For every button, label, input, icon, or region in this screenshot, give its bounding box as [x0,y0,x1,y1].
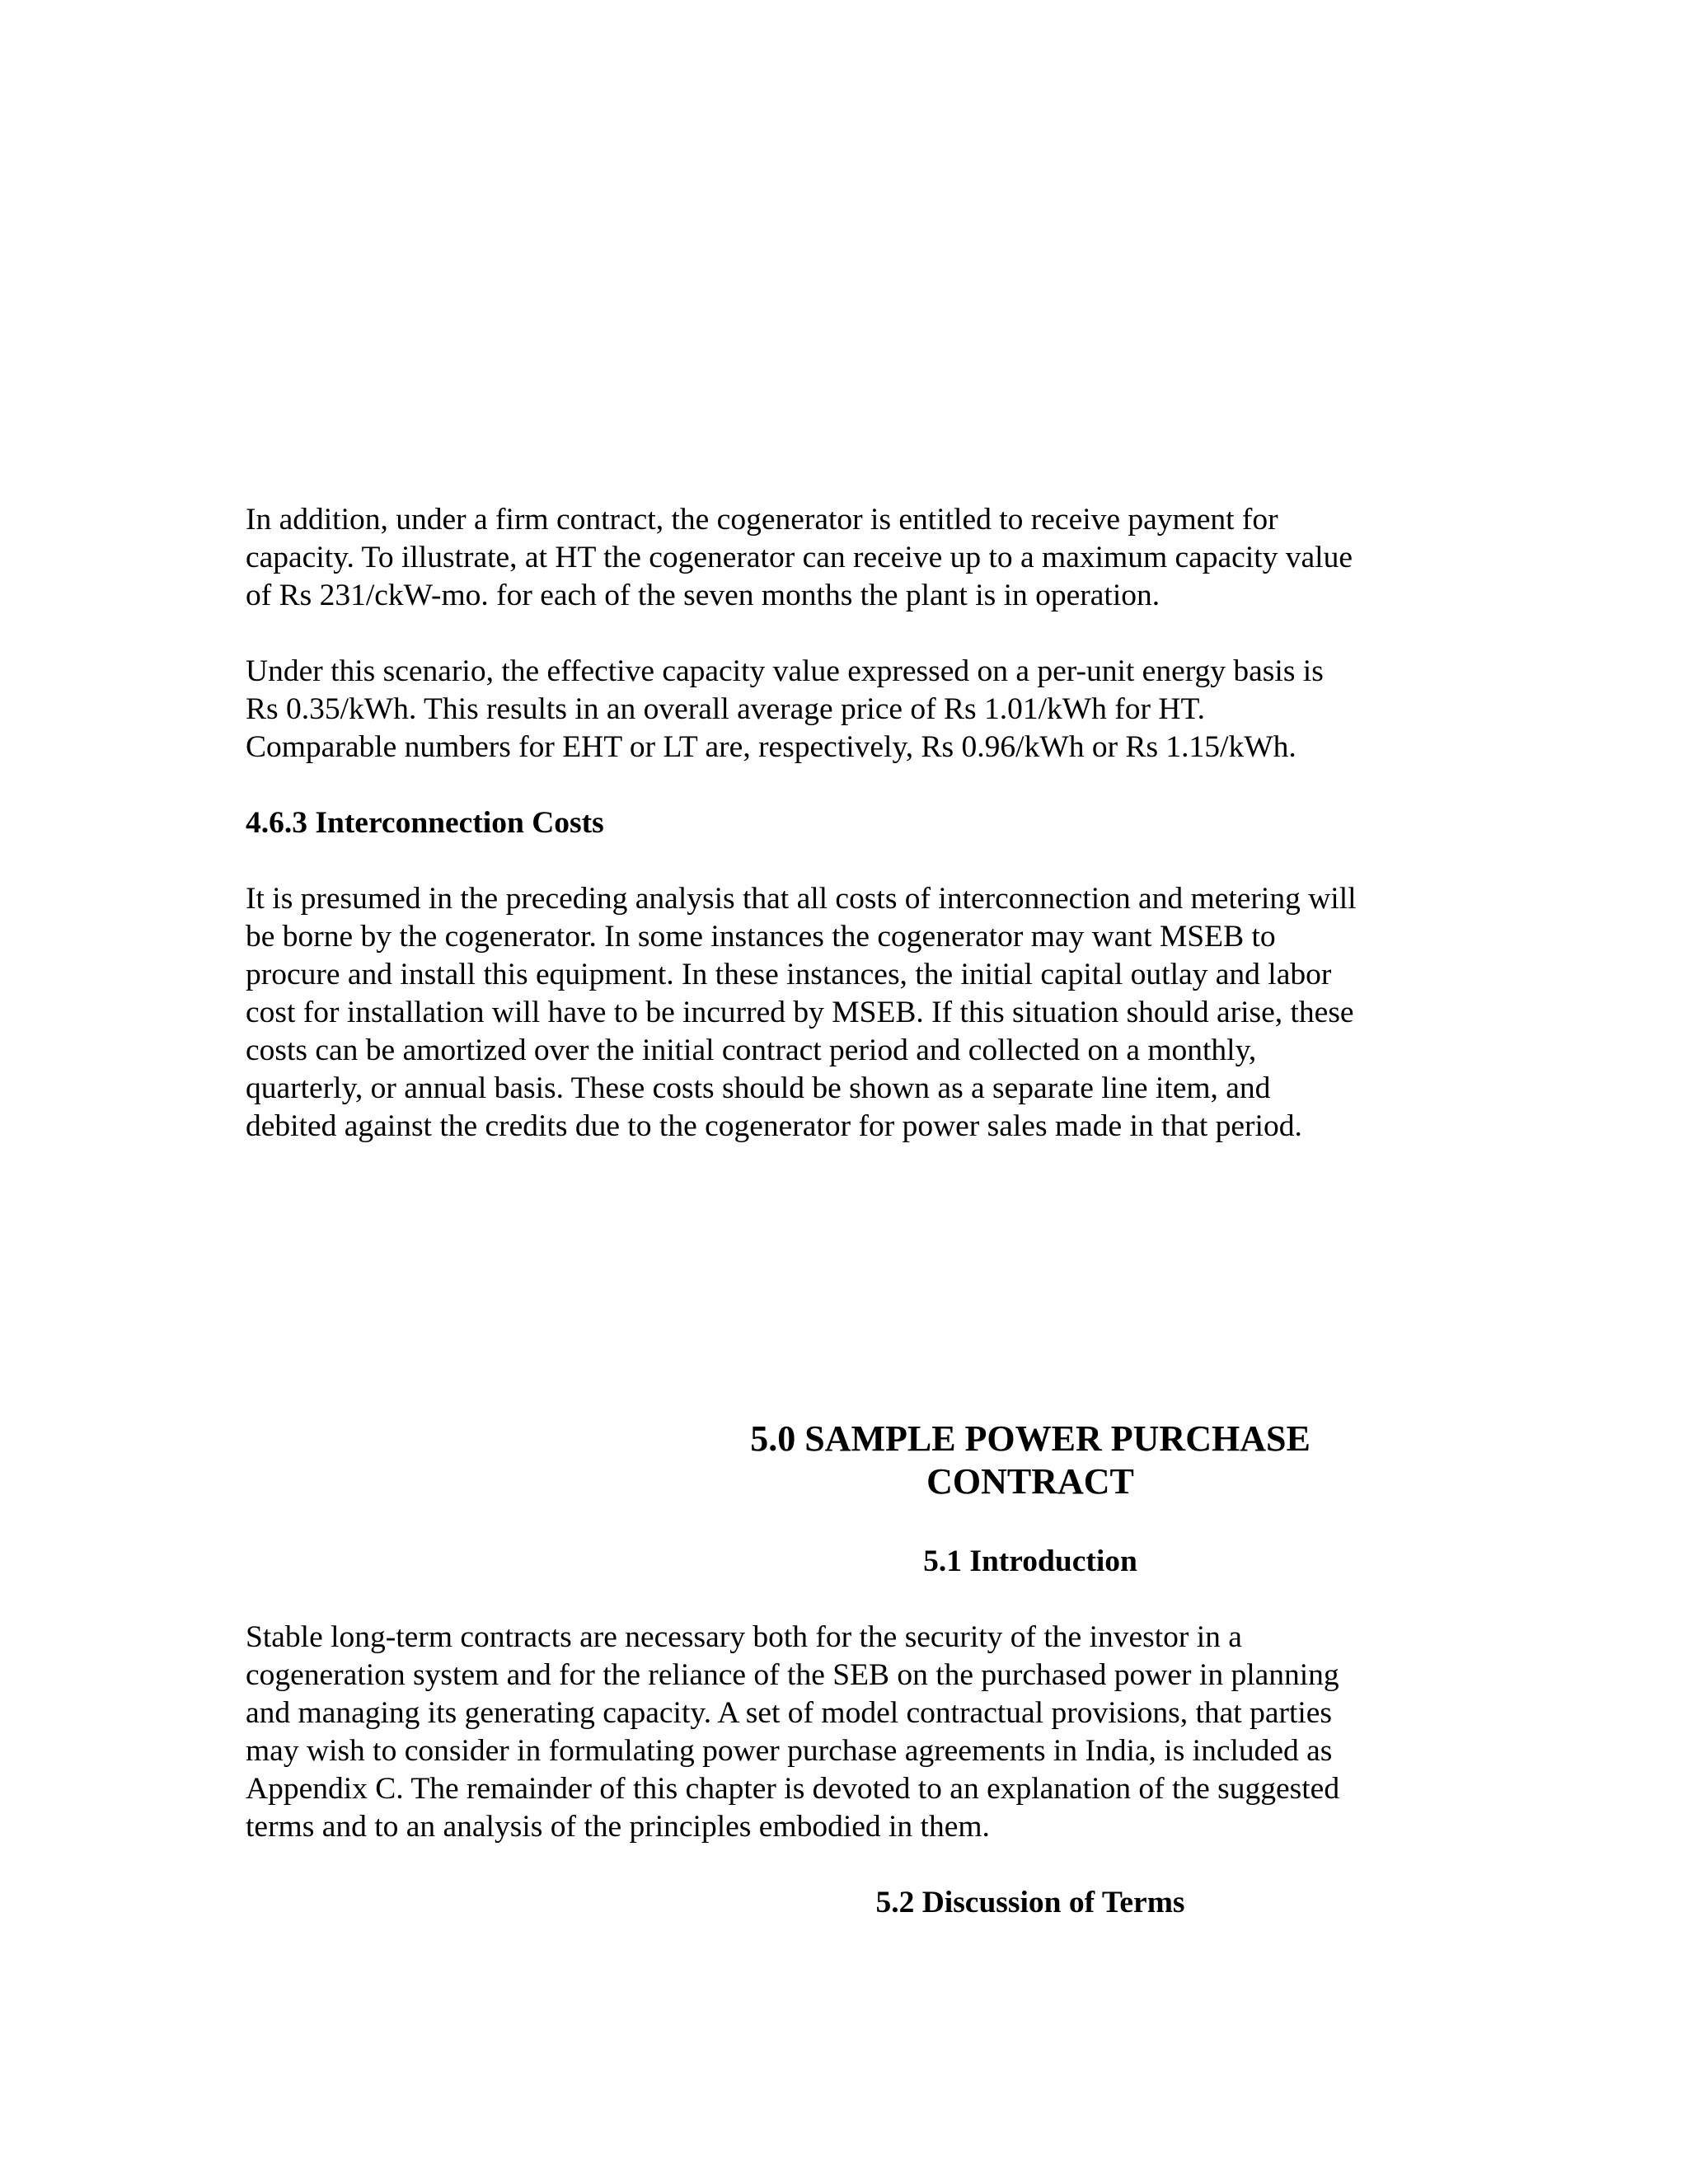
heading-interconnection-costs: 4.6.3 Interconnection Costs [246,806,604,840]
text-line: of Rs 231/ckW-mo. for each of the seven months the plant is in operation. [246,579,1160,612]
text-line: Stable long-term contracts are necessary both for the security of the investor in a [246,1620,1242,1654]
text-line: debited against the credits due to the cogenerator for power sales made in that period. [246,1109,1302,1143]
text-line: be borne by the cogenerator. In some instances the cogenerator may want MSEB to [246,920,1276,954]
text-line: capacity. To illustrate, at HT the cogenerator can receive up to a maximum capacity value [246,541,1353,574]
text-line: Under this scenario, the effective capacity value expressed on a per-unit energy basis is [246,654,1324,688]
chapter-title-line: CONTRACT [926,1461,1134,1502]
paragraph-scenario [246,653,1449,766]
text-line: cost for installation will have to be incurred by MSEB. If this situation should arise, these [246,996,1354,1029]
chapter-title-line: 5.0 SAMPLE POWER PURCHASE [750,1418,1311,1459]
paragraph-capacity-payment [246,501,1449,615]
text-line: In addition, under a firm contract, the cogenerator is entitled to receive payment for [246,503,1278,537]
text-line: cogeneration system and for the reliance of the SEB on the purchased power in planning [246,1658,1339,1692]
text-line: Rs 0.35/kWh. This results in an overall average price of Rs 1.01/kWh for HT. [246,692,1205,726]
text-line: and managing its generating capacity. A set of model contractual provisions, that parties [246,1696,1333,1730]
text-line: Comparable numbers for EHT or LT are, respectively, Rs 0.96/kWh or Rs 1.15/kWh. [246,730,1296,764]
text-line: costs can be amortized over the initial contract period and collected on a monthly, [246,1033,1257,1067]
text-line: quarterly, or annual basis. These costs should be shown as a separate line item, and [246,1071,1271,1105]
paragraph-interconnection [246,880,1449,1146]
text-line: It is presumed in the preceding analysis that all costs of interconnection and metering will [246,882,1357,916]
text-line: terms and to an analysis of the principles embodied in them. [246,1810,990,1844]
heading-discussion-of-terms: 5.2 Discussion of Terms [875,1886,1185,1919]
text-line: procure and install this equipment. In these instances, the initial capital outlay and labor [246,958,1332,991]
text-line: Appendix C. The remainder of this chapter is devoted to an explanation of the suggested [246,1772,1340,1806]
chapter-title [725,1418,1335,1503]
text-line: may wish to consider in formulating power purchase agreements in India, is included as [246,1734,1333,1768]
heading-introduction: 5.1 Introduction [923,1544,1137,1578]
paragraph-introduction [246,1619,1449,1846]
